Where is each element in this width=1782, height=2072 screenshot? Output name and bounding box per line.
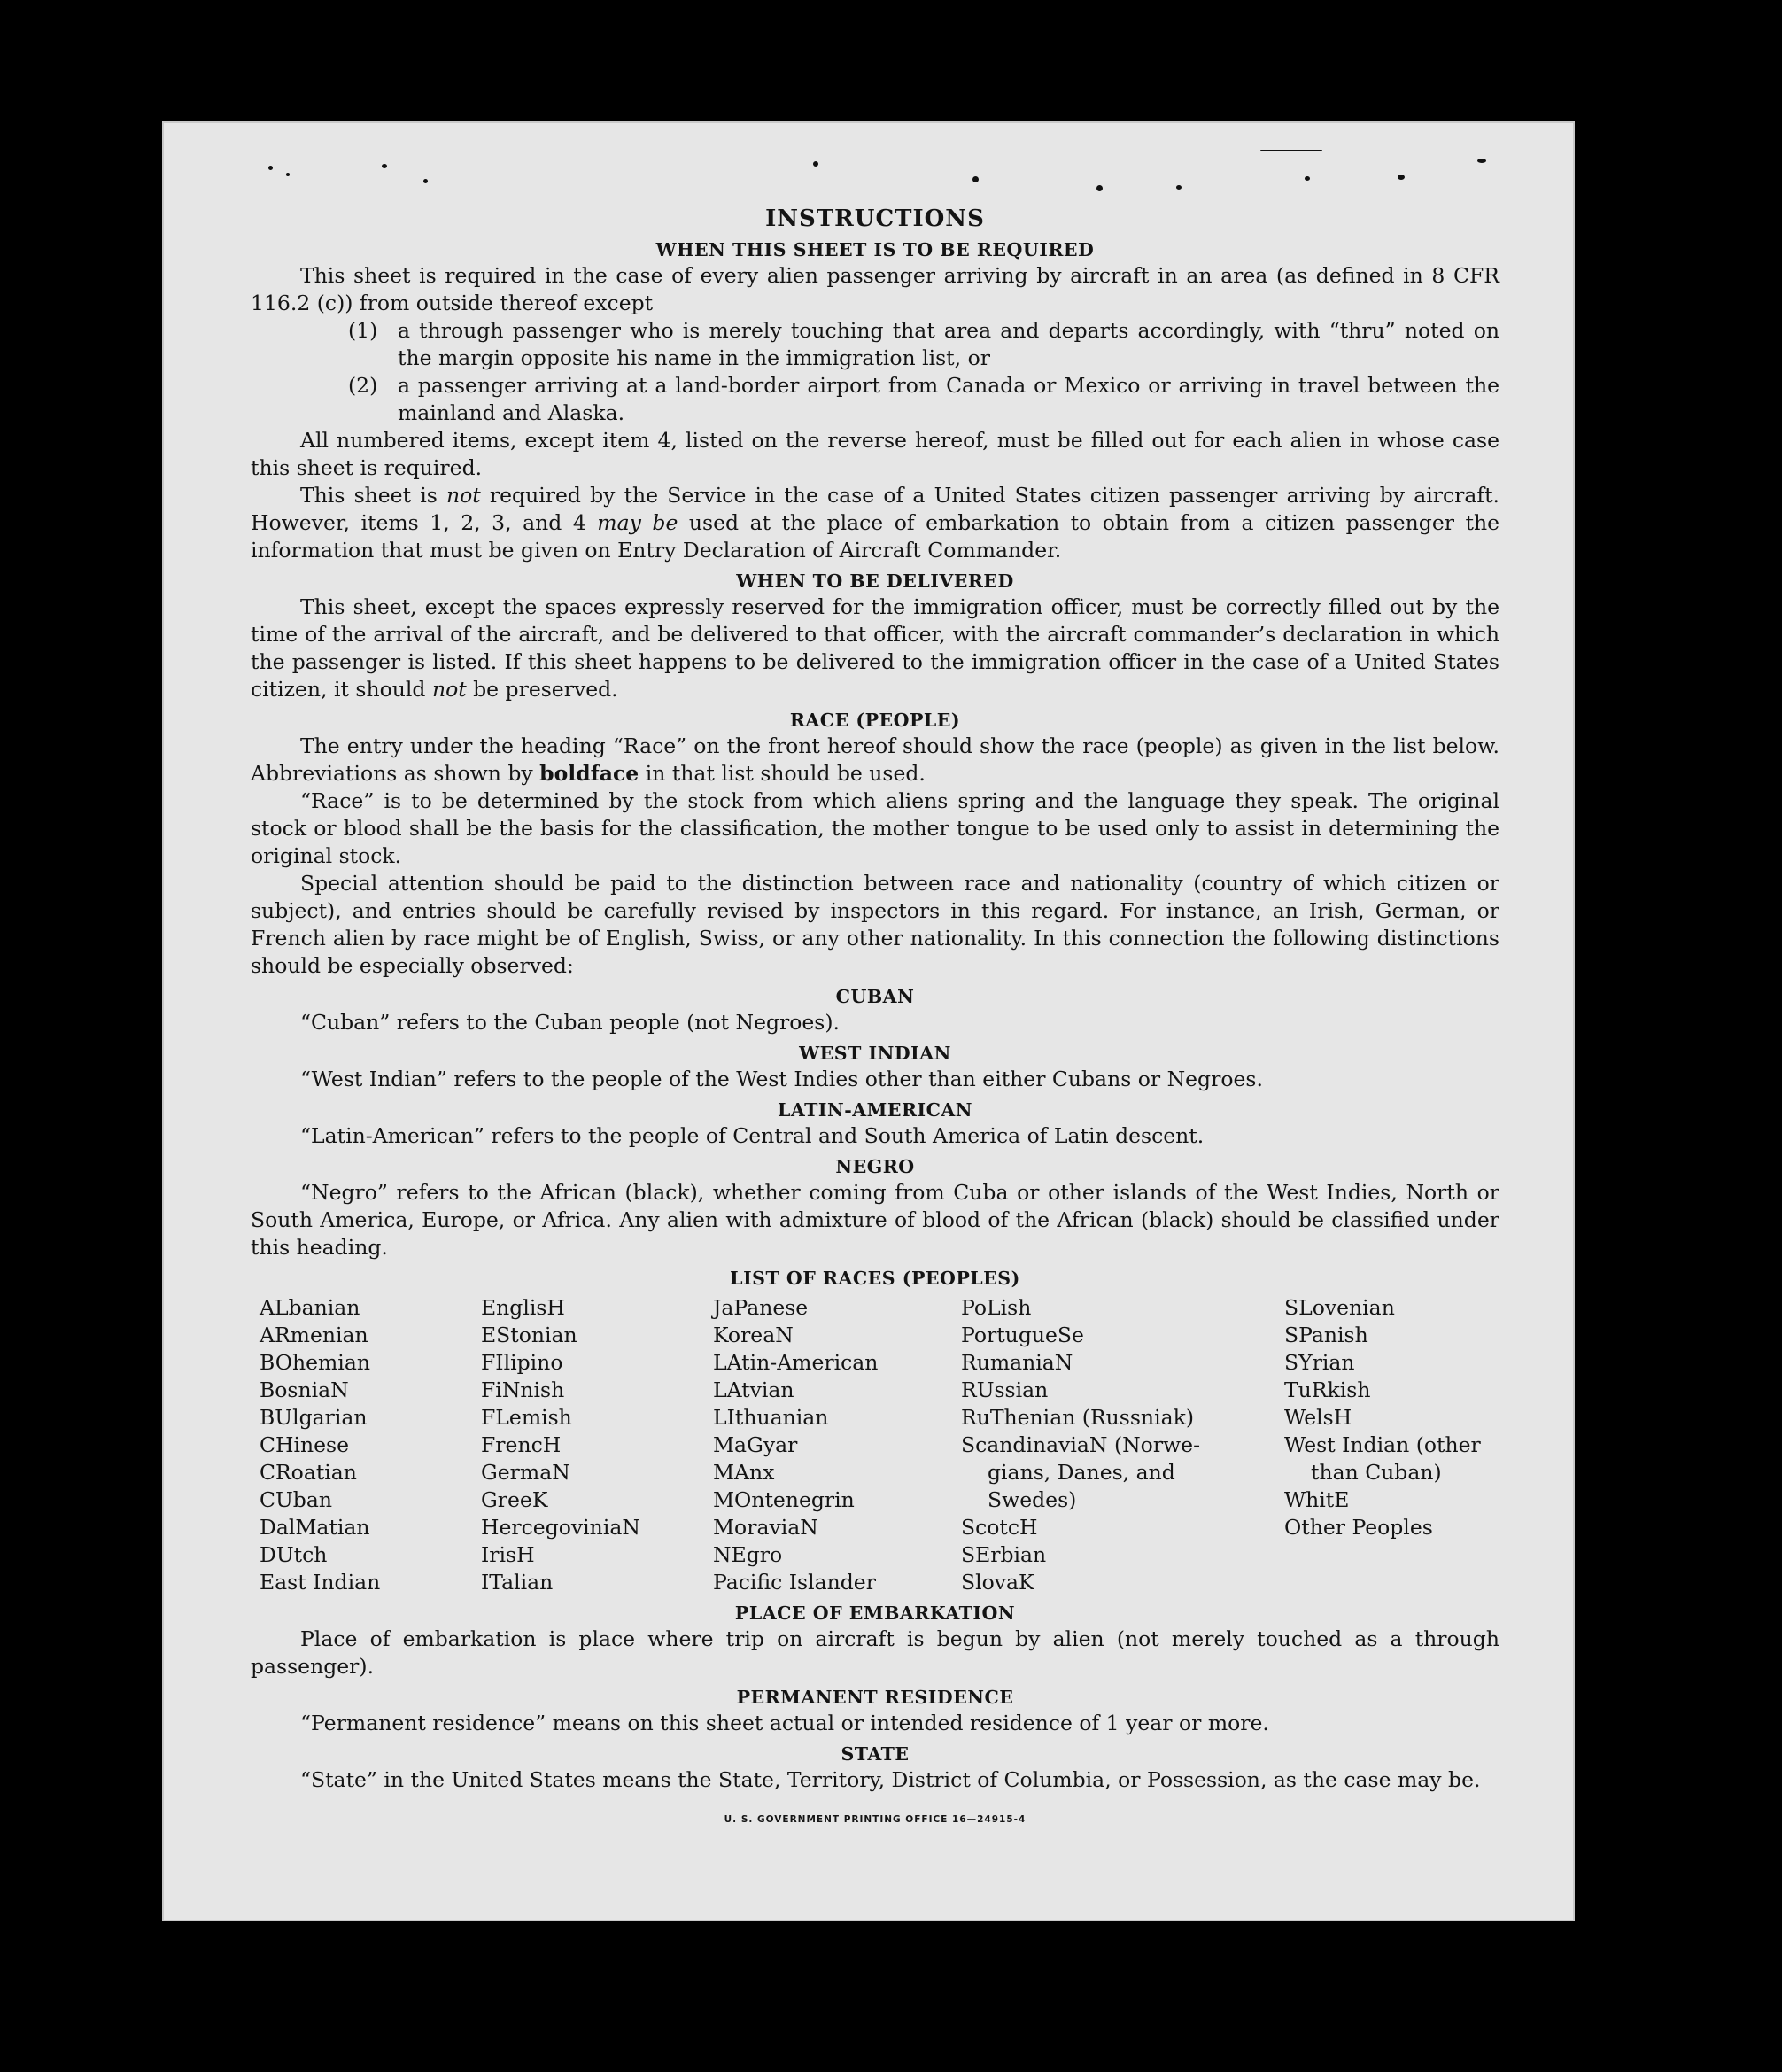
section-heading-delivered: WHEN TO BE DELIVERED: [736, 570, 1014, 592]
paragraph: All numbered items, except item 4, listed on the reverse hereof, must be filled out for each alien in whose case this sheet is required.: [251, 428, 1499, 480]
race-entry: FrencH: [481, 1432, 562, 1457]
speck: [1477, 159, 1486, 163]
section-heading-race: RACE (PEOPLE): [789, 710, 961, 731]
section-heading-required: WHEN THIS SHEET IS TO BE REQUIRED: [655, 239, 1095, 260]
instructions-content: [251, 206, 1499, 1834]
page-title: INSTRUCTIONS: [765, 206, 985, 232]
race-entry: SLovenian: [1284, 1295, 1395, 1320]
section-heading-races-list: LIST OF RACES (PEOPLES): [730, 1268, 1020, 1289]
paragraph: Special attention should be paid to the distinction between race and nationality (country of which citizen or subject), and entries should be carefully revised by inspectors in this regard. For instance, an Irish, German, or French alien by race might be of English, Swiss, or any other nationality. In this connection the following distinctions should be especially observed:: [251, 871, 1499, 978]
paragraph: This sheet is required in the case of every alien passenger arriving by aircraft in an area (as defined in 8 CFR 116.2 (c)) from outside thereof except: [251, 263, 1499, 315]
text-run: This sheet, except the spaces expressly reserved for the immigration officer, must be correctly filled out by the time of the arrival of the aircraft, and be delivered to that officer, with the aircraft commander’s declaration in which the passenger is listed. If this sheet happens to be delivered to the immigration officer in the case of a United States citizen, it should: [251, 594, 1499, 702]
section-heading-latin-american: LATIN-AMERICAN: [777, 1099, 973, 1121]
document-sheet: [162, 121, 1575, 1921]
race-entry: SlovaK: [961, 1570, 1034, 1595]
section-heading-residence: PERMANENT RESIDENCE: [736, 1687, 1014, 1708]
section-heading-west-indian: WEST INDIAN: [799, 1043, 951, 1064]
race-entry: NEgro: [713, 1542, 783, 1567]
race-entry: HercegoviniaN: [481, 1515, 640, 1540]
race-entry: RumaniaN: [961, 1350, 1073, 1375]
speck: [1398, 175, 1405, 180]
speck: [268, 166, 273, 170]
race-entry: CHinese: [260, 1432, 349, 1457]
paragraph: “State” in the United States means the State, Territory, District of Columbia, or Possession, as the case may be.: [300, 1767, 1481, 1792]
race-entry: MoraviaN: [713, 1515, 818, 1540]
race-entry: ITalian: [481, 1570, 554, 1595]
race-entry: MaGyar: [713, 1432, 798, 1457]
item-text: a passenger arriving at a land-border airport from Canada or Mexico or arriving in travel between the mainland and Alaska.: [398, 373, 1499, 425]
race-entry: LAtin-American: [713, 1350, 879, 1375]
paragraph: [251, 482, 1499, 564]
speck: [423, 179, 428, 183]
paragraph: “Race” is to be determined by the stock from which aliens spring and the language they speak. The original stock or blood shall be the basis for the classification, the mother tongue to be used only to assist in determining the original stock.: [251, 788, 1499, 868]
italic-run: not: [431, 677, 467, 702]
list-item: [348, 372, 1499, 427]
race-entry: WelsH: [1284, 1405, 1352, 1430]
speck: [286, 173, 290, 176]
race-entry: LIthuanian: [713, 1405, 829, 1430]
race-entry: MAnx: [713, 1460, 775, 1485]
race-entry: than Cuban): [1311, 1460, 1442, 1485]
italic-run: may be: [597, 510, 678, 535]
race-entry: EStonian: [481, 1323, 577, 1347]
printer-footer: U. S. GOVERNMENT PRINTING OFFICE 16—24915-4: [724, 1814, 1027, 1825]
speck: [1176, 185, 1182, 190]
race-entry: SPanish: [1284, 1323, 1368, 1347]
race-entry: CRoatian: [260, 1460, 357, 1485]
race-entry: CUban: [260, 1487, 332, 1512]
speck: [382, 164, 387, 168]
speck: [1096, 185, 1103, 191]
paragraph: [251, 733, 1499, 788]
section-heading-state: STATE: [841, 1743, 910, 1765]
race-entry: IrisH: [481, 1542, 535, 1567]
speck: [813, 161, 818, 167]
race-entry: RUssian: [961, 1377, 1049, 1402]
race-entry: GermaN: [481, 1460, 570, 1485]
race-entry: ScotcH: [961, 1515, 1038, 1540]
race-entry: EnglisH: [481, 1295, 565, 1320]
race-entry: RuThenian (Russniak): [961, 1405, 1194, 1430]
race-entry: MOntenegrin: [713, 1487, 855, 1512]
race-entry: ARmenian: [260, 1323, 368, 1347]
section-heading-cuban: CUBAN: [835, 986, 915, 1007]
race-entry: ALbanian: [260, 1295, 360, 1320]
list-item: [348, 317, 1499, 372]
race-entry: Swedes): [988, 1487, 1077, 1512]
paragraph: “Cuban” refers to the Cuban people (not Negroes).: [300, 1010, 841, 1035]
race-entry: GreeK: [481, 1487, 548, 1512]
section-heading-negro: NEGRO: [835, 1156, 915, 1177]
race-entry: BosniaN: [260, 1377, 349, 1402]
race-entry: gians, Danes, and: [988, 1460, 1175, 1485]
item-number: (1): [348, 318, 378, 343]
race-entry: PoLish: [961, 1295, 1032, 1320]
race-entry: TuRkish: [1284, 1377, 1371, 1402]
race-entry: PortugueSe: [961, 1323, 1084, 1347]
section-heading-embarkation: PLACE OF EMBARKATION: [734, 1603, 1016, 1624]
paragraph: [251, 594, 1499, 703]
speck: [1305, 176, 1310, 181]
race-entry: LAtvian: [713, 1377, 794, 1402]
italic-run: not: [446, 483, 481, 508]
race-entry: Pacific Islander: [713, 1570, 876, 1595]
paragraph: “Latin-American” refers to the people of Central and South America of Latin descent.: [300, 1123, 1205, 1148]
race-entry: DUtch: [260, 1542, 328, 1567]
races-column: [481, 1294, 713, 1596]
speck: [972, 176, 979, 182]
paragraph: Place of embarkation is place where trip on aircraft is begun by alien (not merely touched as a through passenger).: [251, 1626, 1499, 1679]
text-run: in that list should be used.: [639, 761, 926, 786]
races-column: [1284, 1294, 1508, 1596]
text-run: This sheet is: [300, 483, 446, 508]
race-entry: BOhemian: [260, 1350, 370, 1375]
race-entry: KoreaN: [713, 1323, 794, 1347]
race-entry: SYrian: [1284, 1350, 1355, 1375]
race-entry: FIlipino: [481, 1350, 563, 1375]
text-run: be preserved.: [466, 677, 618, 702]
races-column: [713, 1294, 961, 1596]
item-number: (2): [348, 373, 378, 398]
race-entry: WhitE: [1284, 1487, 1350, 1512]
paragraph: “Permanent residence” means on this sheet actual or intended residence of 1 year or more.: [300, 1711, 1269, 1735]
race-entry: ScandinaviaN (Norwe-: [961, 1432, 1201, 1457]
race-entry: SErbian: [961, 1542, 1047, 1567]
race-entry: DalMatian: [260, 1515, 370, 1540]
races-column: [961, 1294, 1284, 1596]
item-text: a through passenger who is merely touching that area and departs accordingly, with “thru” noted on the margin opposite his name in the immigration list, or: [398, 318, 1499, 370]
race-entry: FiNnish: [481, 1377, 565, 1402]
bold-run: boldface: [539, 761, 639, 786]
text-run: required by the Service in the case of a United States citizen passenger arriving by aircraft. However, items 1, 2, 3, and 4: [251, 483, 1499, 535]
paragraph: “Negro” refers to the African (black), whether coming from Cuba or other islands of the West Indies, North or South America, Europe, or Africa. Any alien with admixture of blood of the African (black) should be classified under this heading.: [251, 1180, 1499, 1260]
text-run: The entry under the heading “Race” on the front hereof should show the race (people) as given in the list below. Abbreviations as shown by: [251, 733, 1499, 786]
race-entry: East Indian: [260, 1570, 381, 1595]
text-run: used at the place of embarkation to obtain from a citizen passenger the information that must be given on Entry Declaration of Aircraft Commander.: [251, 510, 1500, 563]
paragraph: “West Indian” refers to the people of the West Indies other than either Cubans or Negroes.: [300, 1067, 1263, 1091]
races-list: [260, 1294, 1499, 1596]
race-entry: BUlgarian: [260, 1405, 368, 1430]
race-entry: JaPanese: [713, 1295, 809, 1320]
race-entry: West Indian (other: [1284, 1432, 1481, 1457]
race-entry: FLemish: [481, 1405, 572, 1430]
speck: [1260, 150, 1322, 151]
races-column: [260, 1294, 481, 1596]
race-entry: Other Peoples: [1284, 1515, 1433, 1540]
